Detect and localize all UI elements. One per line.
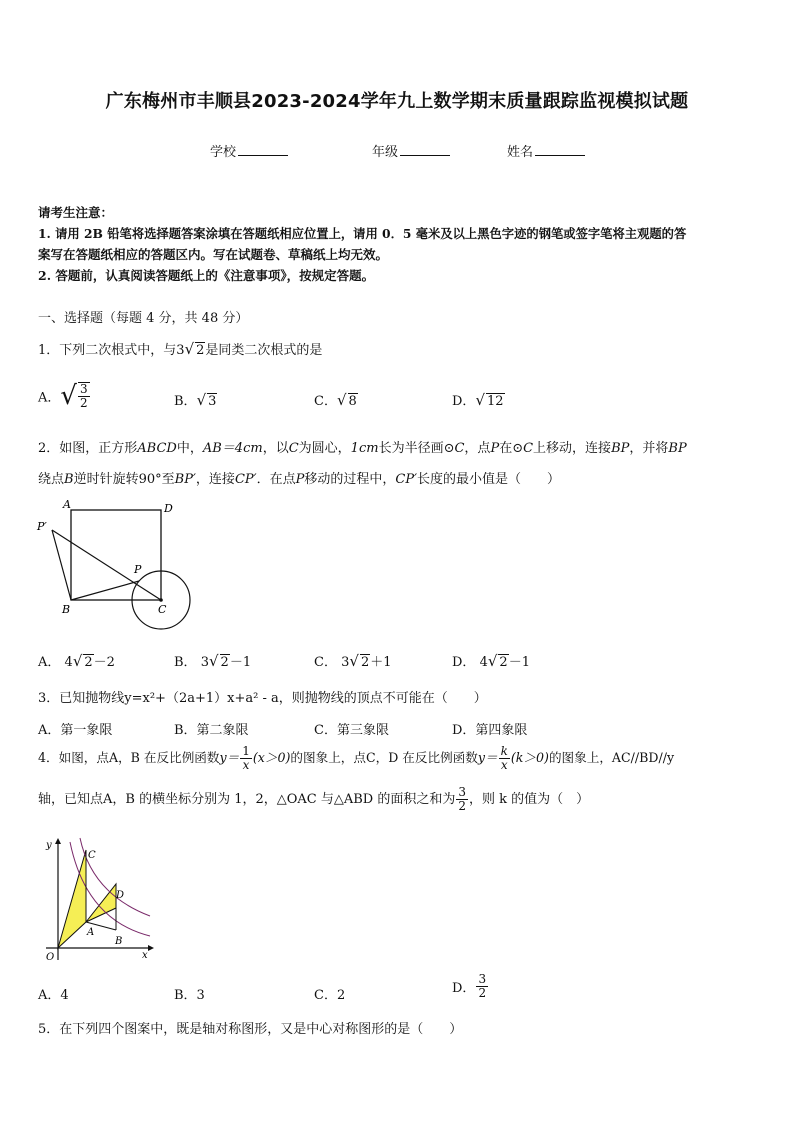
q2-option-b[interactable]: B． 3√ 2－1	[174, 652, 252, 670]
triangle-abd	[86, 884, 116, 922]
question-3: 3．已知抛物线y=x²+（2a+1）x+a² - a，则抛物线的顶点不可能在（ ）	[38, 691, 487, 706]
grade-field: 年级	[372, 141, 450, 160]
notice-item-2: 2. 答题前，认真阅读答题纸上的《注意事项》，按规定答题。	[38, 268, 375, 283]
page-title: 广东梅州市丰顺县2023-2024学年九上数学期末质量跟踪监视模拟试题	[105, 91, 689, 112]
label-a: A	[87, 927, 95, 938]
q4-option-a[interactable]: A．4	[38, 988, 69, 1003]
label-b: B	[115, 936, 123, 947]
label-c: C	[158, 603, 167, 616]
q2-option-d[interactable]: D． 4√ 2－1	[452, 652, 530, 670]
question-4-line-1: 4．如图，点A，B 在反比例函数y＝ $\frac{1}{x}$ (x＞0)的图象上，点C，D 在反比例函数y＝ $\frac{k}{x}$ (k＞0)的图象上，AC//BD//y	[38, 744, 675, 772]
question-5: 5．在下列四个图案中，既是轴对称图形，又是中心对称图形的是（ ）	[38, 1022, 463, 1037]
q1-option-c[interactable]: C．√ 8	[314, 391, 357, 409]
notice-item-1-line-2: 案写在答题纸相应的答题区内。写在试题卷、草稿纸上均无效。	[38, 247, 389, 262]
q1-option-b[interactable]: B．√ 3	[174, 391, 217, 409]
q4-option-b[interactable]: B．3	[174, 988, 205, 1003]
label-d: D	[116, 890, 125, 901]
label-c: C	[88, 850, 96, 861]
q2-option-a[interactable]: A． 4√ 2－2	[38, 652, 115, 670]
label-b: B	[62, 603, 71, 616]
label-d: D	[164, 502, 173, 515]
q1-option-d[interactable]: D．√ 12	[452, 391, 504, 409]
school-field: 学校	[210, 141, 288, 160]
question-4-line-2: 轴，已知点A，B 的横坐标分别为 1，2，△OAC 与△ABD 的面积之和为 $\frac{3}{2}$ ，则 k 的值为（ ）	[38, 785, 590, 813]
q1-option-a[interactable]: A．√ $\frac{3}{2}$	[38, 381, 88, 411]
label-p: P	[134, 563, 142, 576]
label-o: O	[46, 952, 55, 963]
q3-option-d[interactable]: D．第四象限	[452, 723, 528, 738]
q4-option-d[interactable]: D． $\frac{3}{2}$	[452, 972, 487, 1000]
section-heading: 一、选择题（每题 4 分，共 48 分）	[38, 311, 249, 326]
triangle-oac	[58, 850, 86, 948]
q3-option-a[interactable]: A．第一象限	[38, 723, 113, 738]
notice-heading: 请考生注意：	[38, 205, 114, 220]
center-c	[159, 598, 163, 602]
label-a: A	[63, 498, 71, 511]
q2-figure	[30, 495, 200, 640]
q2-option-c[interactable]: C． 3√ 2＋1	[314, 652, 392, 670]
x-axis-arrow	[148, 945, 154, 951]
segment-bp	[71, 581, 139, 600]
label-y: y	[46, 840, 52, 851]
notice-item-1-line-1: 1. 请用 2B 铅笔将选择题答案涂填在答题纸相应位置上，请用 0．5 毫米及以上黑色字迹的钢笔或签字笔将主观题的答	[38, 226, 687, 241]
name-field: 姓名	[507, 141, 585, 160]
label-p-prime: P′	[37, 520, 47, 533]
q4-option-c[interactable]: C．2	[314, 988, 346, 1003]
question-1: 1．下列二次根式中，与3√ 2是同类二次根式的是	[38, 340, 323, 358]
square-abcd	[71, 510, 161, 600]
q4-figure	[30, 832, 165, 967]
q3-option-b[interactable]: B．第二象限	[174, 723, 249, 738]
question-2-line-2: 绕点B逆时针旋转90°至BP′，连接CP′．在点P移动的过程中，CP′长度的最小值是（ ）	[38, 472, 561, 487]
label-x: x	[142, 950, 148, 961]
y-axis-arrow	[55, 838, 61, 844]
q3-option-c[interactable]: C．第三象限	[314, 723, 389, 738]
question-2-line-1: 2．如图，正方形ABCD中，AB＝4cm，以C为圆心，1cm长为半径画⊙C，点P在⊙C上移动，连接BP，并将BP	[38, 441, 687, 456]
